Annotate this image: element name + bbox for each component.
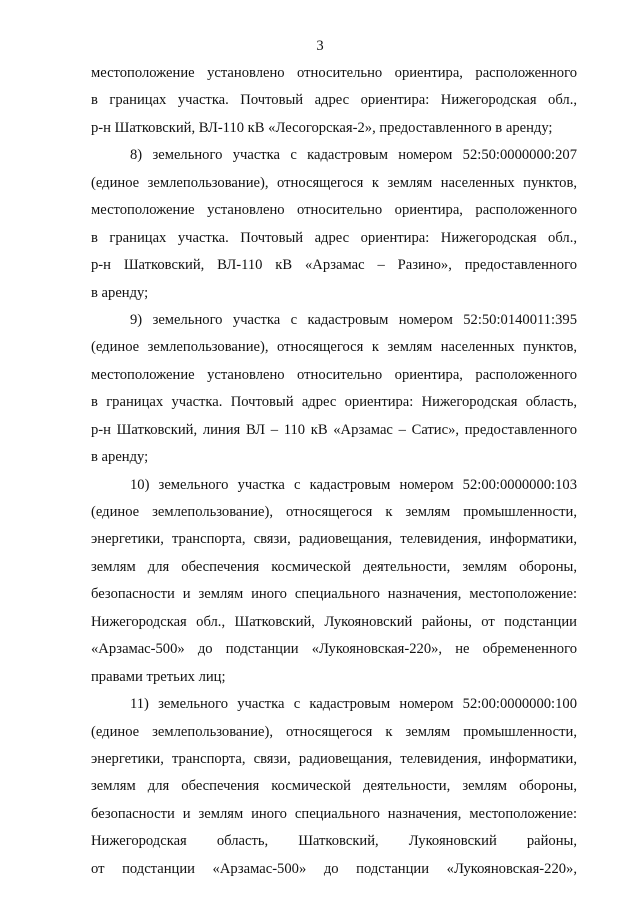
text-line: в границах участка. Почтовый адрес ориентира: Нижегородская обл., bbox=[91, 92, 577, 109]
text-line: (единое землепользование), относящегося к землям населенных пунктов, bbox=[91, 174, 577, 191]
text-line: р-н Шатковский, линия ВЛ – 110 кВ «Арзамас – Сатис», предоставленного bbox=[91, 421, 577, 438]
text-line: «Арзамас-500» до подстанции «Лукояновская-220», не обремененного bbox=[91, 641, 577, 658]
text-line: р-н Шатковский, ВЛ-110 кВ «Лесогорская-2», предоставленного в аренду; bbox=[91, 119, 553, 136]
text-line: безопасности и землям иного специального назначения, местоположение: bbox=[91, 805, 577, 822]
text-line: р-н Шатковский, ВЛ-110 кВ «Арзамас – Разино», предоставленного bbox=[91, 257, 577, 274]
text-line: (единое землепользование), относящегося к землям промышленности, bbox=[91, 723, 577, 740]
text-line: (единое землепользование), относящегося к землям промышленности, bbox=[91, 504, 577, 520]
text-line: Нижегородская область, Шатковский, Лукояновский районы, bbox=[91, 833, 577, 850]
text-line: местоположение установлено относительно ориентира, расположенного bbox=[91, 202, 577, 219]
text-line: в границах участка. Почтовый адрес ориентира: Нижегородская обл., bbox=[91, 229, 577, 246]
document-body bbox=[91, 60, 577, 883]
text-line: Нижегородская обл., Шатковский, Лукояновский районы, от подстанции bbox=[91, 613, 577, 630]
text-line: 9) земельного участка с кадастровым номером 52:50:0140011:395 bbox=[130, 311, 577, 328]
text-line: от подстанции «Арзамас-500» до подстанции «Лукояновская-220», bbox=[91, 860, 577, 877]
text-line: энергетики, транспорта, связи, радиовещания, телевидения, информатики, bbox=[91, 750, 577, 767]
text-line: 11) земельного участка с кадастровым номером 52:00:0000000:100 bbox=[130, 696, 577, 713]
page-number: 3 bbox=[316, 38, 324, 54]
text-line: местоположение установлено относительно ориентира, расположенного bbox=[91, 65, 577, 81]
text-line: правами третьих лиц; bbox=[91, 668, 226, 685]
text-line: (единое землепользование), относящегося к землям населенных пунктов, bbox=[91, 339, 577, 356]
text-line: в аренду; bbox=[91, 449, 149, 466]
text-line: местоположение установлено относительно ориентира, расположенного bbox=[91, 366, 577, 383]
text-line: 10) земельного участка с кадастровым номером 52:00:0000000:103 bbox=[130, 476, 577, 493]
text-line: землям для обеспечения космической деятельности, землям обороны, bbox=[91, 778, 577, 795]
text-line: в аренду; bbox=[91, 284, 149, 301]
text-line: безопасности и землям иного специального назначения, местоположение: bbox=[91, 586, 577, 603]
text-line: энергетики, транспорта, связи, радиовещания, телевидения, информатики, bbox=[91, 531, 577, 548]
text-line: в границах участка. Почтовый адрес ориентира: Нижегородская область, bbox=[91, 394, 577, 411]
text-line: землям для обеспечения космической деятельности, землям обороны, bbox=[91, 558, 577, 575]
text-line: 8) земельного участка с кадастровым номером 52:50:0000000:207 bbox=[130, 147, 577, 164]
